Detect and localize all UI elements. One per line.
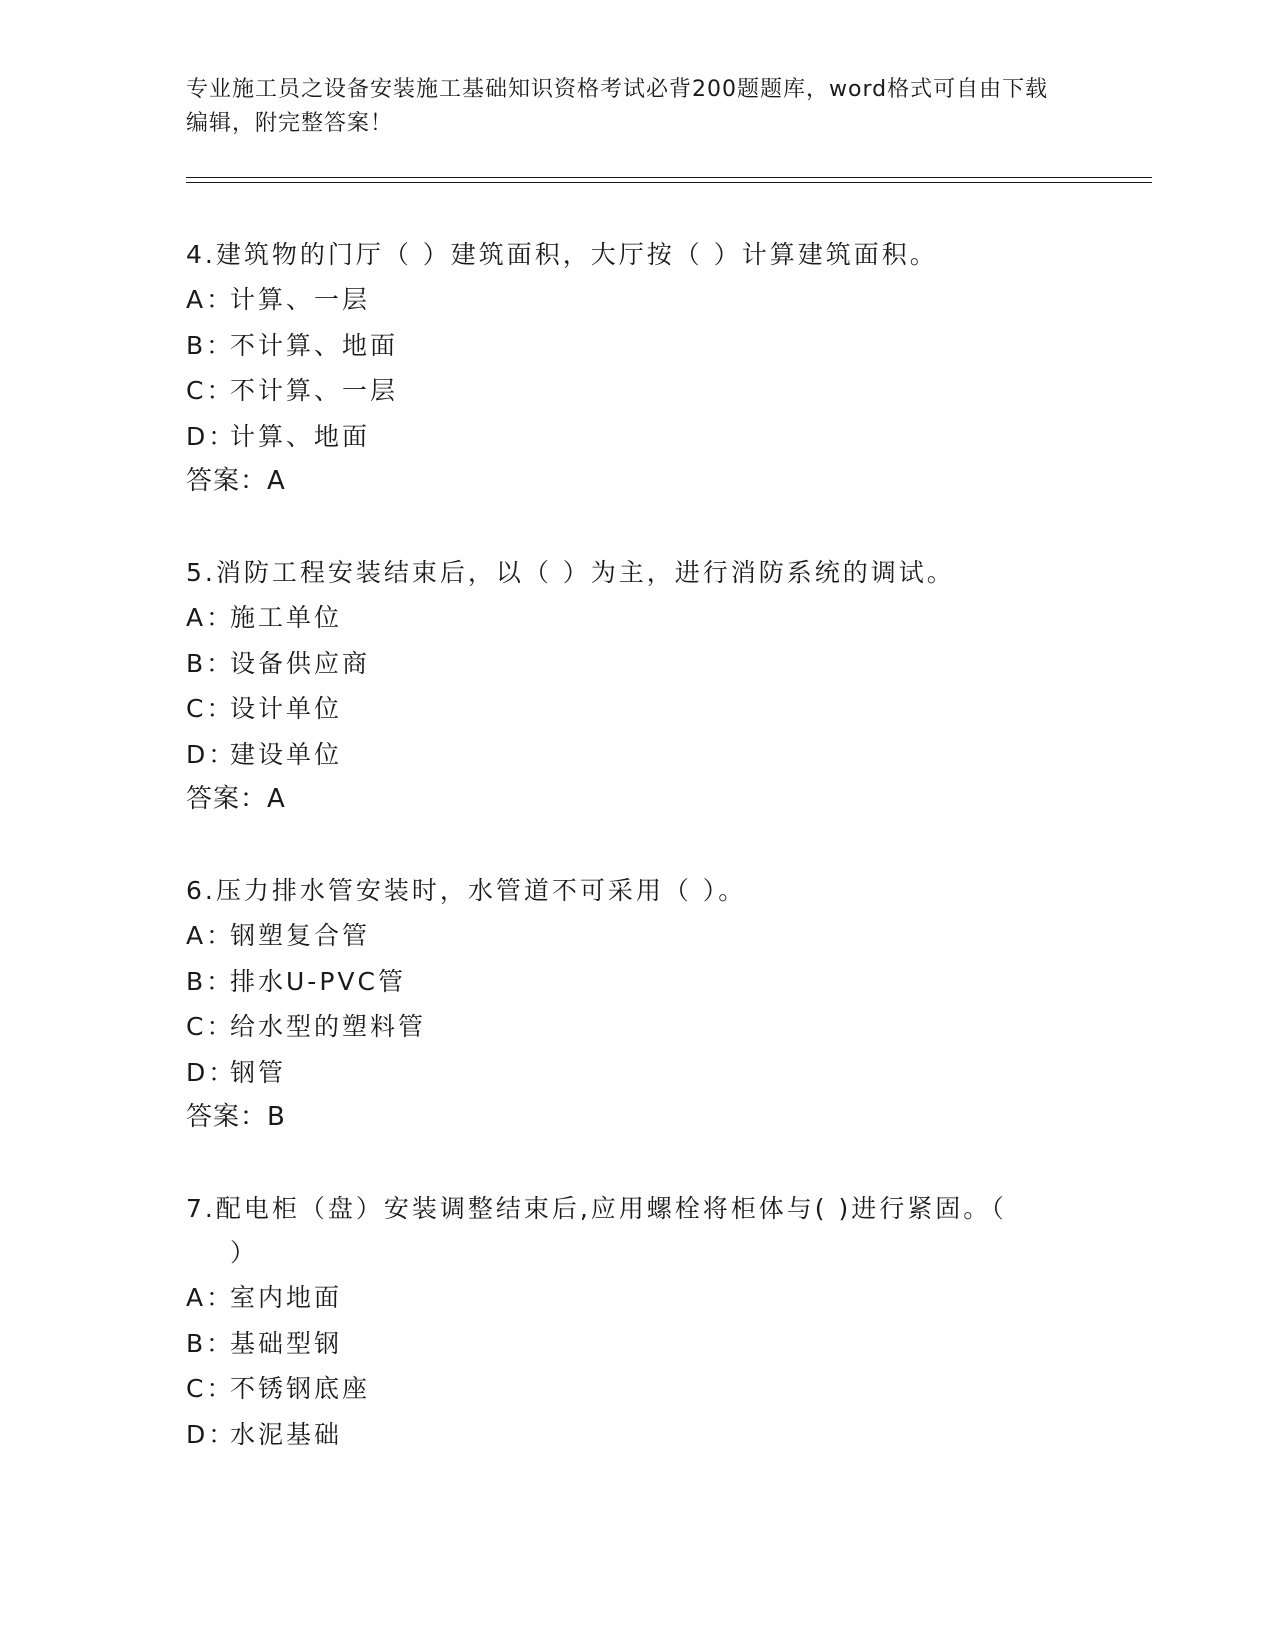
- question-stem-continuation: ）: [230, 1238, 259, 1267]
- option-c: [186, 686, 1086, 732]
- option-b: [186, 959, 1086, 1005]
- option-a: [186, 913, 1086, 959]
- option-a: [186, 595, 1086, 641]
- question-stem: 6.压力排水管安装时，水管道不可采用（ ）。: [186, 876, 747, 905]
- option-letter: C：: [186, 1012, 235, 1041]
- option-text: 计算、地面: [230, 421, 371, 451]
- option-c: [186, 368, 1086, 414]
- option-text: 建设单位: [230, 739, 343, 769]
- option-d: [186, 1412, 1086, 1458]
- option-text: 室内地面: [230, 1283, 343, 1312]
- question-stem: [186, 1187, 1086, 1275]
- option-text: 设计单位: [230, 694, 343, 723]
- option-c: [186, 1366, 1086, 1412]
- option-letter: A：: [186, 603, 235, 632]
- question-block: [186, 869, 1086, 1139]
- option-text: 给水型的塑料管: [230, 1012, 427, 1041]
- option-text: 钢塑复合管: [230, 921, 371, 950]
- option-letter: A：: [186, 921, 235, 950]
- option-letter: C：: [186, 1374, 235, 1403]
- option-a: [186, 1275, 1086, 1321]
- option-letter: C：: [186, 376, 235, 405]
- option-d: [186, 732, 1086, 778]
- option-a: [186, 277, 1086, 323]
- option-text: 不计算、地面: [230, 330, 399, 360]
- option-text: 不计算、一层: [230, 376, 399, 405]
- option-letter: A：: [186, 1283, 235, 1312]
- option-letter: B：: [186, 330, 235, 360]
- option-text: 计算、一层: [230, 285, 371, 314]
- header-divider-line: [186, 177, 1152, 178]
- option-letter: B：: [186, 648, 235, 678]
- option-letter: D：: [186, 1419, 237, 1449]
- header-divider-line: [186, 182, 1152, 183]
- answer-line: 答案：A: [186, 466, 286, 496]
- option-c: [186, 1004, 1086, 1050]
- question-block: [186, 551, 1086, 821]
- option-text: 水泥基础: [230, 1419, 343, 1449]
- option-letter: C：: [186, 694, 235, 723]
- question-stem-text: 7.配电柜（盘）安装调整结束后,应用螺栓将柜体与( )进行紧固。（: [186, 1194, 1007, 1223]
- option-text: 施工单位: [230, 603, 343, 632]
- option-text: 排水U-PVC管: [230, 966, 406, 996]
- option-text: 钢管: [230, 1057, 287, 1087]
- question-stem: 4.建筑物的门厅（ ）建筑面积，大厅按（ ）计算建筑面积。: [186, 240, 938, 269]
- option-b: [186, 323, 1086, 369]
- option-d: [186, 414, 1086, 460]
- option-b: [186, 1321, 1086, 1367]
- option-letter: D：: [186, 1057, 237, 1087]
- question-stem: 5.消防工程安装结束后，以（ ）为主，进行消防系统的调试。: [186, 558, 955, 587]
- answer-line: 答案：A: [186, 784, 286, 814]
- option-letter: B：: [186, 966, 235, 996]
- option-text: 设备供应商: [230, 648, 371, 678]
- option-letter: D：: [186, 739, 237, 769]
- option-letter: B：: [186, 1328, 235, 1358]
- document-header: 专业施工员之设备安装施工基础知识资格考试必背200题题库，word格式可自由下载编辑，附完整答案！: [186, 77, 1049, 136]
- option-text: 不锈钢底座: [230, 1374, 371, 1403]
- question-block: [186, 233, 1086, 503]
- option-text: 基础型钢: [230, 1328, 343, 1358]
- question-block: [186, 1187, 1086, 1457]
- option-letter: A：: [186, 285, 235, 314]
- option-d: [186, 1050, 1086, 1096]
- option-b: [186, 641, 1086, 687]
- option-letter: D：: [186, 421, 237, 451]
- answer-line: 答案：B: [186, 1102, 286, 1132]
